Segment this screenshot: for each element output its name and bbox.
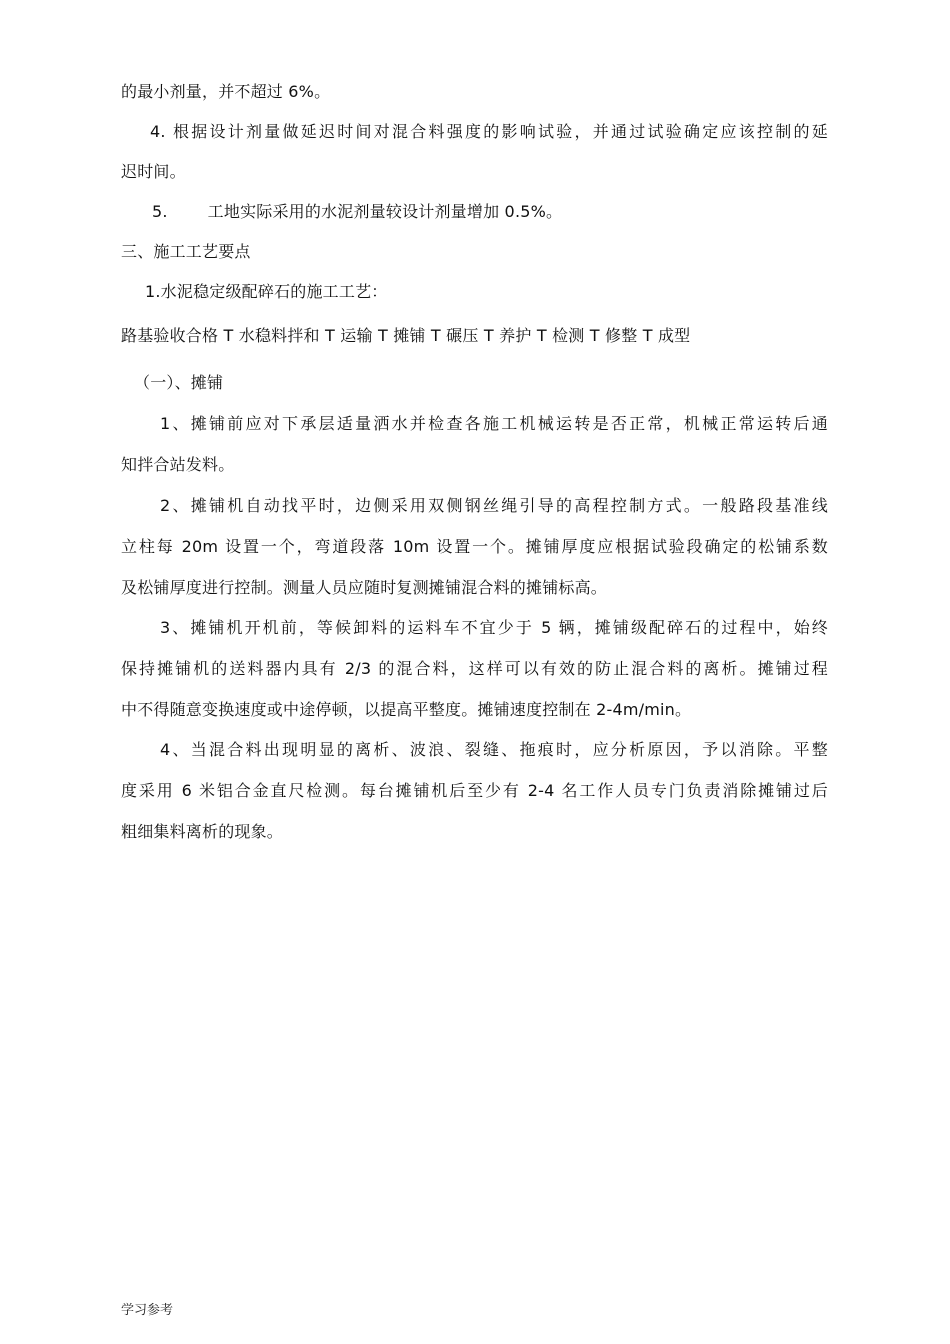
- page-footer: 学习参考: [121, 1303, 174, 1318]
- item-text: 工地实际采用的水泥剂量较设计剂量增加 0.5%。: [207, 202, 563, 221]
- text-line: 保持摊铺机的送料器内具有 2/3 的混合料，这样可以有效的防止混合料的离析。摊铺过程: [121, 659, 828, 678]
- text-line: 的最小剂量，并不超过 6%。: [121, 82, 331, 101]
- subsection-heading: 1.水泥稳定级配碎石的施工工艺：: [145, 282, 388, 301]
- text-line: 3、摊铺机开机前，等候卸料的运料车不宜少于 5 辆，摊铺级配碎石的过程中，始终: [160, 618, 828, 637]
- numbered-line: [152, 202, 562, 222]
- text-line: 2、摊铺机自动找平时，边侧采用双侧钢丝绳引导的高程控制方式。一般路段基准线: [160, 496, 828, 515]
- section-heading: 三、施工工艺要点: [121, 242, 251, 261]
- text-line: 4. 根据设计剂量做延迟时间对混合料强度的影响试验，并通过试验确定应该控制的延: [150, 122, 828, 141]
- text-line: 1、摊铺前应对下承层适量洒水并检查各施工机械运转是否正常，机械正常运转后通: [160, 414, 828, 433]
- item-number: 5.: [152, 202, 168, 221]
- text-line: 粗细集料离析的现象。: [121, 822, 284, 841]
- subsection-heading: （一）、摊铺: [134, 373, 224, 392]
- text-line: 度采用 6 米铝合金直尺检测。每台摊铺机后至少有 2-4 名工作人员专门负责消除摊铺过后: [121, 781, 828, 800]
- text-line: 4、当混合料出现明显的离析、波浪、裂缝、拖痕时，应分析原因，予以消除。平整: [160, 740, 828, 759]
- text-line: 知拌合站发料。: [121, 455, 235, 474]
- text-line: 及松铺厚度进行控制。测量人员应随时复测摊铺混合料的摊铺标高。: [121, 578, 608, 597]
- text-line: 中不得随意变换速度或中途停顿，以提高平整度。摊铺速度控制在 2-4m/min。: [121, 700, 692, 719]
- text-line: 立柱每 20m 设置一个，弯道段落 10m 设置一个。摊铺厚度应根据试验段确定的松铺系数: [121, 537, 828, 556]
- process-flow-line: 路基验收合格 T 水稳料拌和 T 运输 T 摊铺 T 碾压 T 养护 T 检测 T 修整 T 成型: [121, 326, 691, 345]
- text-line: 迟时间。: [121, 162, 186, 181]
